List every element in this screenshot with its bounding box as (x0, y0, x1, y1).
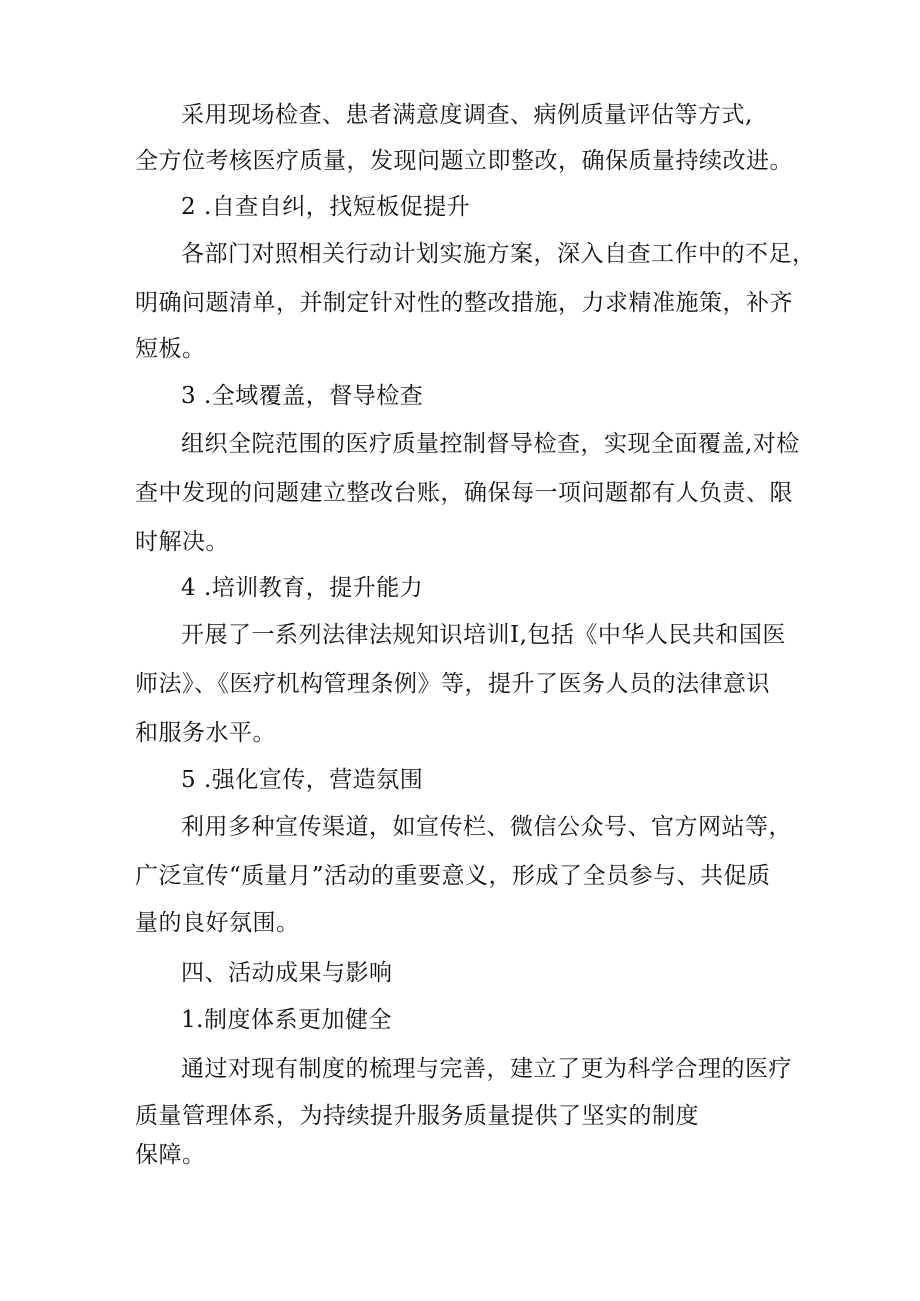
paragraph-line: 时解决。 (135, 529, 229, 555)
paragraph-line: 保障。 (135, 1142, 206, 1168)
paragraph-line: 采用现场检查、患者满意度调查、病例质量评估等方式, (181, 102, 753, 128)
paragraph-line: 利用多种宣传渠道，如宣传栏、微信公众号、官方网站等， (181, 814, 792, 840)
chapter-heading: 四、活动成果与影响 (181, 960, 393, 986)
section-heading: 1.制度体系更加健全 (181, 1007, 392, 1033)
paragraph-line: 查中发现的问题建立整改台账，确保每一项问题都有人负责、限 (135, 480, 793, 506)
paragraph-line: 短板。 (135, 336, 206, 362)
paragraph-line: 广泛宣传“质量月”活动的重要意义，形成了全员参与、共促质 (135, 863, 771, 889)
paragraph-line: 通过对现有制度的梳理与完善，建立了更为科学合理的医疗 (181, 1056, 792, 1082)
section-heading: 2 .自查自纠，找短板促提升 (181, 194, 471, 220)
section-heading: 5 .强化宣传，营造氛围 (181, 767, 424, 793)
paragraph-line: 质量管理体系，为持续提升服务质量提供了坚实的制度 (135, 1103, 699, 1129)
paragraph-line: 组织全院范围的医疗质量控制督导检查，实现全面覆盖,对检 (181, 431, 800, 457)
paragraph-line: 和服务水平。 (135, 720, 276, 746)
paragraph-line: 开展了一系列法律法规知识培训I,包括《中华人民共和国医 (181, 622, 786, 648)
paragraph-line: 全方位考核医疗质量，发现问题立即整改，确保质量持续改进。 (135, 148, 793, 174)
section-heading: 3 .全域覆盖，督导检查 (181, 383, 424, 409)
paragraph-line: 各部门对照相关行动计划实施方案，深入自查工作中的不足， (181, 241, 816, 267)
paragraph-line: 师法》、《医疗机构管理条例》等，提升了医务人员的法律意识 (135, 671, 770, 697)
section-heading: 4 .培训教育，提升能力 (181, 575, 424, 601)
paragraph-line: 明确问题清单，并制定针对性的整改措施，力求精准施策，补齐 (135, 290, 793, 316)
paragraph-line: 量的良好氛围。 (135, 910, 300, 936)
